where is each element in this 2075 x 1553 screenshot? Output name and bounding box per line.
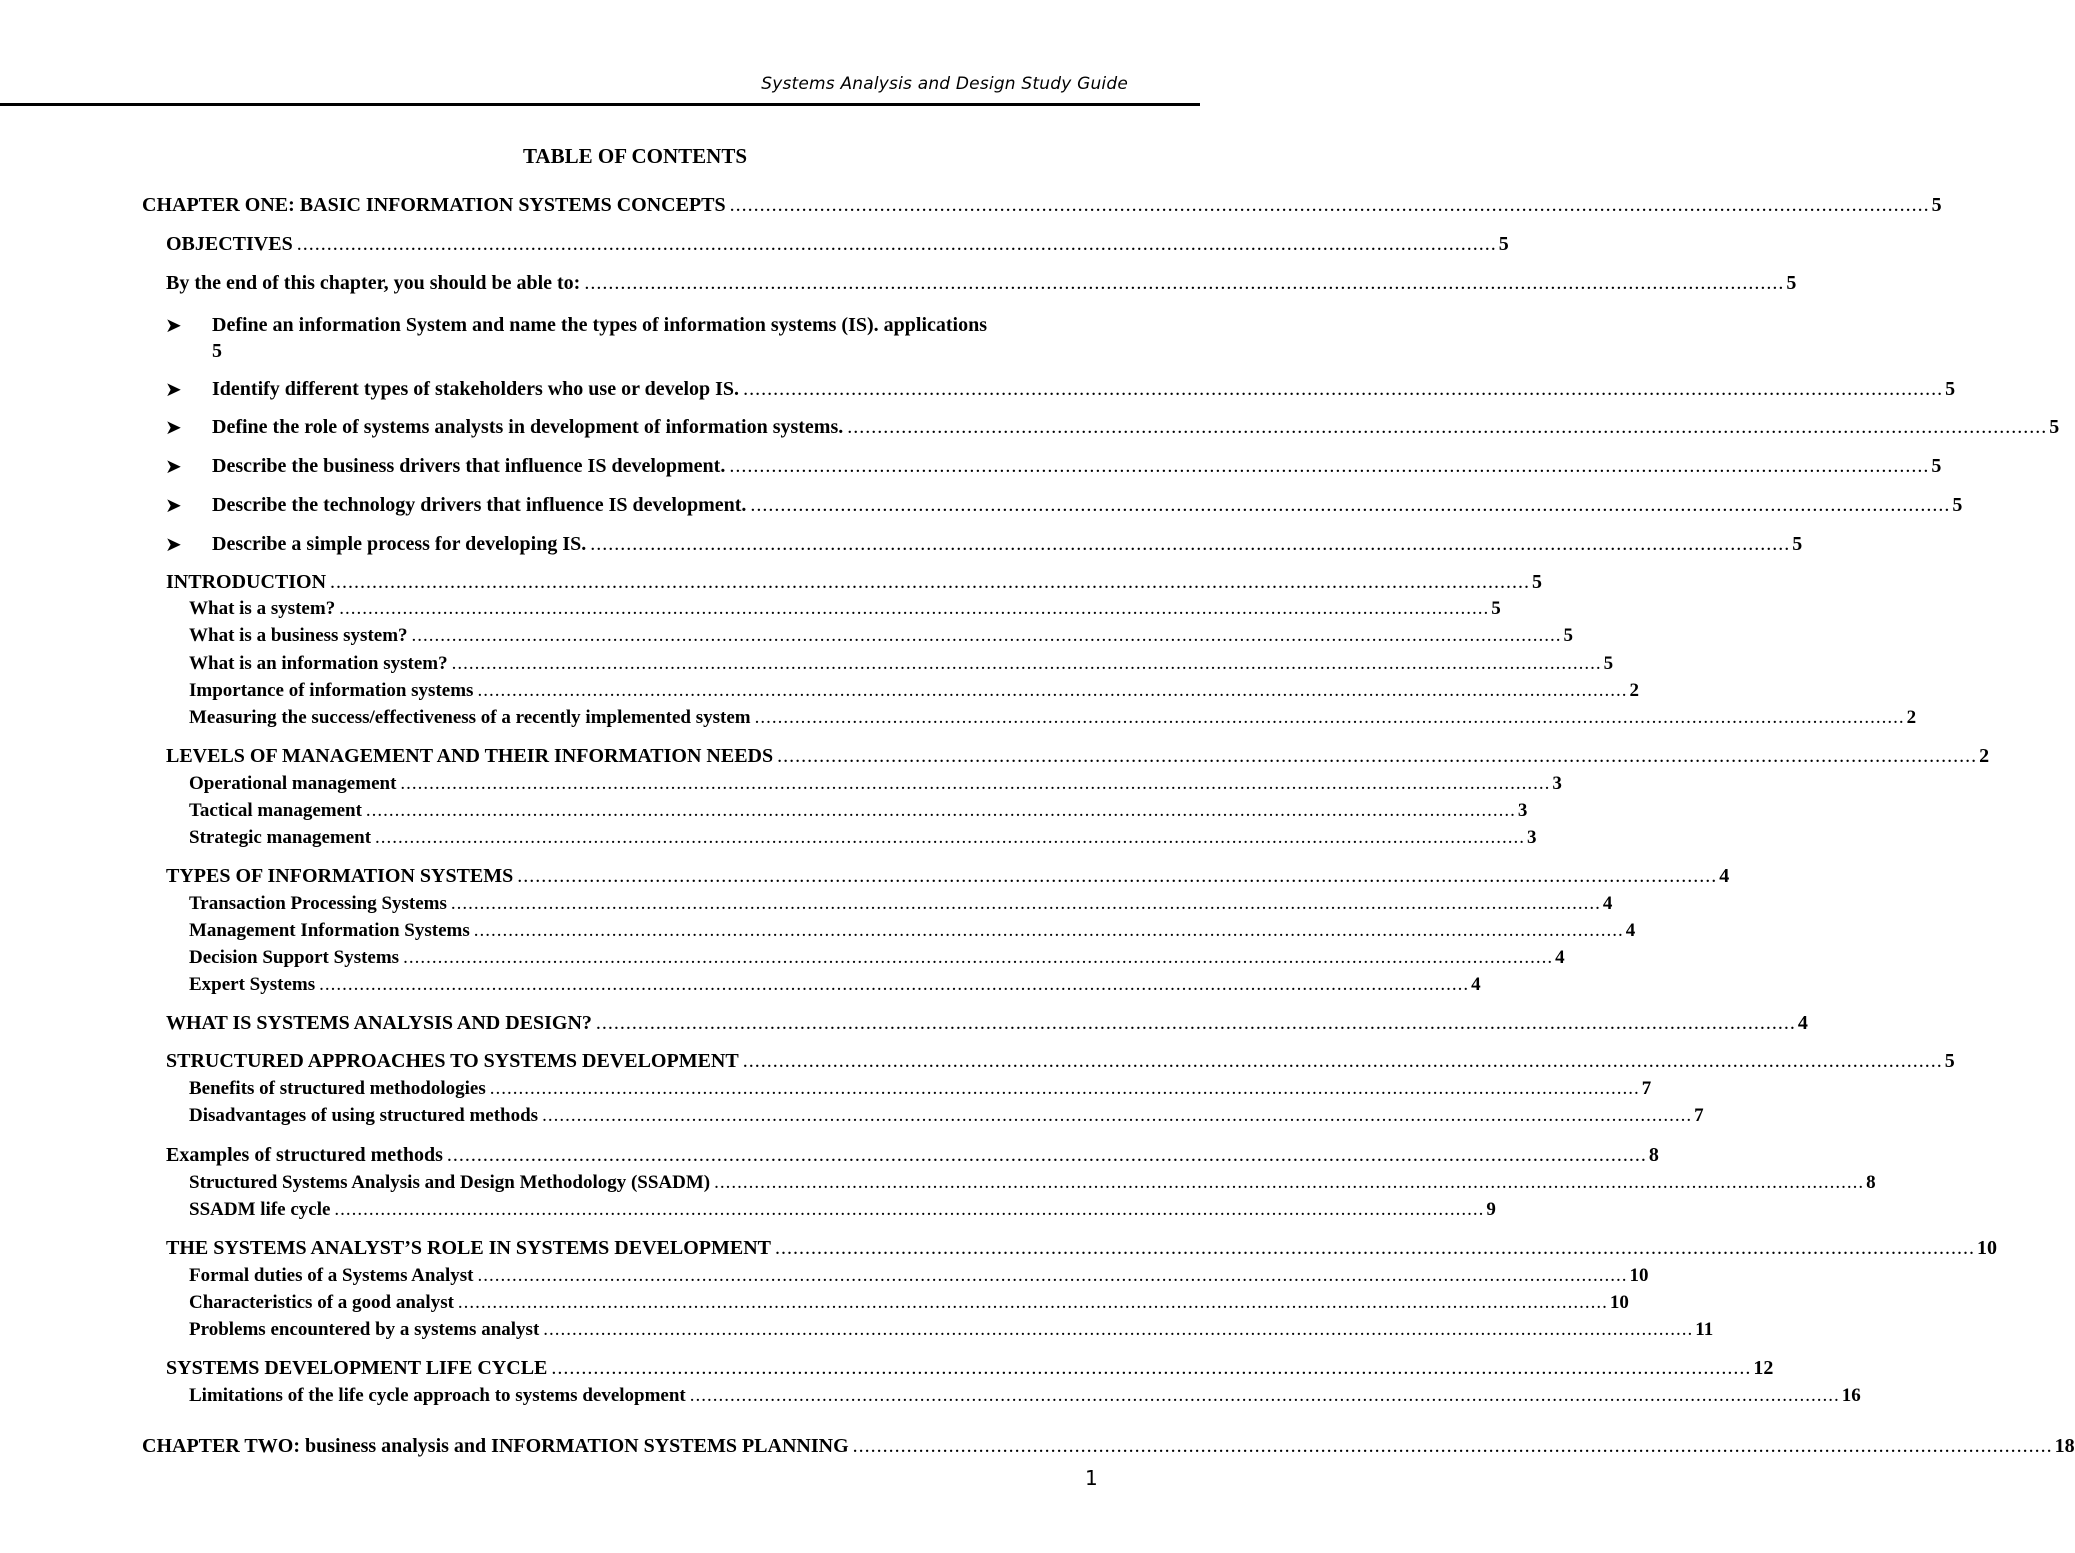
dot-leader: ........................................................................................................................................................................................................ — [365, 800, 1516, 821]
toc-entry-text: THE SYSTEMS ANALYST’S ROLE IN SYSTEMS DEVELOPMENT — [166, 1237, 771, 1259]
toc-entry-text: Identify different types of stakeholders who use or develop IS. — [212, 378, 740, 400]
toc-entry-text: Describe the business drivers that influence IS development. — [212, 455, 726, 477]
toc-entry-ssadm-life-cycle[interactable] — [189, 1199, 1496, 1221]
dot-leader: ........................................................................................................................................................................................................ — [743, 378, 1944, 400]
dot-leader: ........................................................................................................................................................................................................ — [595, 1012, 1796, 1034]
toc-entry-decision-support-systems[interactable] — [189, 947, 1565, 969]
toc-entry-text: Benefits of structured methodologies — [189, 1078, 486, 1099]
toc-entry-text: Examples of structured methods — [166, 1144, 443, 1166]
toc-entry-page: 4 — [1471, 974, 1481, 995]
toc-entry-page: 5 — [1944, 1050, 1955, 1072]
toc-entry-importance-of-information-systems[interactable] — [189, 680, 1639, 702]
toc-entry-page: 4 — [1797, 1012, 1808, 1034]
toc-entry-what-is-systems-analysis-and-design[interactable] — [166, 1012, 1808, 1034]
toc-entry-page: 5 — [1563, 625, 1574, 646]
toc-entry-levels-of-management-and-their-information-needs[interactable] — [166, 745, 1990, 767]
arrowhead-bullet-icon: ➤ — [165, 493, 182, 517]
toc-entry-page: 10 — [1976, 1237, 1997, 1259]
toc-entry-the-systems-analyst-s-role-in-systems-developmen[interactable] — [166, 1237, 1997, 1259]
dot-leader: ........................................................................................................................................................................................................ — [296, 233, 1497, 255]
toc-entry-page: 5 — [1786, 272, 1797, 294]
toc-entry-structured-approaches-to-systems-development[interactable] — [166, 1050, 1955, 1072]
toc-entry-page: 2 — [1629, 680, 1639, 701]
dot-leader: ........................................................................................................................................................................................................ — [543, 1319, 1694, 1340]
dot-leader: ........................................................................................................................................................................................................ — [411, 625, 1562, 646]
toc-entry-what-is-an-information-system[interactable] — [189, 653, 1614, 675]
toc-entry-text: Limitations of the life cycle approach to systems development — [189, 1385, 686, 1406]
toc-entry-page: 4 — [1625, 920, 1636, 941]
toc-entry-text: Operational management — [189, 773, 397, 794]
dot-leader: ........................................................................................................................................................................................................ — [330, 571, 1531, 593]
dot-leader: ........................................................................................................................................................................................................ — [334, 1199, 1485, 1220]
toc-entry-text: Characteristics of a good analyst — [189, 1292, 454, 1313]
toc-entry-page: 9 — [1486, 1199, 1496, 1220]
toc-entry-page: 5 — [1498, 233, 1509, 255]
dot-leader: ........................................................................................................................................................................................................ — [477, 680, 1628, 701]
dot-leader: ........................................................................................................................................................................................................ — [473, 920, 1624, 941]
toc-entry-measuring-the-success-effectiveness-of-a-recentl[interactable] — [189, 707, 1917, 729]
toc-entry-describe-a-simple-process-for-developing-is[interactable] — [165, 532, 1803, 556]
arrowhead-bullet-icon: ➤ — [165, 313, 182, 337]
dot-leader: ........................................................................................................................................................................................................ — [446, 1144, 1647, 1166]
toc-entry-tactical-management[interactable] — [189, 800, 1528, 822]
page-number: 1 — [1085, 1466, 1098, 1490]
dot-leader: ........................................................................................................................................................................................................ — [542, 1105, 1693, 1126]
toc-entry-types-of-information-systems[interactable] — [166, 865, 1730, 887]
dot-leader: ........................................................................................................................................................................................................ — [489, 1078, 1640, 1099]
toc-entry-text: CHAPTER TWO: business analysis and INFORMATION SYSTEMS PLANNING — [142, 1435, 849, 1457]
toc-entry-page: 5 — [2049, 416, 2060, 438]
toc-entry-introduction[interactable] — [166, 571, 1543, 593]
toc-entry-text: Expert Systems — [189, 974, 316, 995]
toc-entry-text: Transaction Processing Systems — [189, 893, 447, 914]
toc-entry-text: Strategic management — [189, 827, 372, 848]
arrowhead-bullet-icon: ➤ — [165, 454, 182, 478]
toc-entry-what-is-a-business-system[interactable] — [189, 625, 1574, 647]
toc-entry-page: 7 — [1694, 1105, 1704, 1126]
toc-entry-page: 18 — [2054, 1435, 2075, 1457]
toc-entry-text: Problems encountered by a systems analyst — [189, 1319, 540, 1340]
toc-entry-text: SYSTEMS DEVELOPMENT LIFE CYCLE — [166, 1357, 548, 1379]
toc-entry-page: 2 — [1979, 745, 1990, 767]
toc-entry-text: What is an information system? — [189, 653, 448, 674]
toc-entry-benefits-of-structured-methodologies[interactable] — [189, 1078, 1652, 1100]
toc-entry-transaction-processing-systems[interactable] — [189, 893, 1613, 915]
dot-leader: ........................................................................................................................................................................................................ — [754, 707, 1905, 728]
toc-title: TABLE OF CONTENTS — [522, 144, 748, 168]
toc-entry-text: Define the role of systems analysts in development of information systems. — [212, 416, 844, 438]
arrowhead-bullet-icon: ➤ — [165, 415, 182, 439]
toc-entry-describe-the-technology-drivers-that-influence-i[interactable] — [165, 493, 1963, 517]
toc-entry-page: 5 — [1931, 455, 1942, 477]
toc-entry-page: 5 — [1952, 494, 1963, 516]
toc-entry-chapter-two-business-analysis-and-information-sy[interactable] — [142, 1435, 2075, 1457]
toc-entry-text: Disadvantages of using structured methods — [189, 1105, 539, 1126]
dot-leader: ........................................................................................................................................................................................................ — [450, 893, 1601, 914]
toc-entry-page: 11 — [1695, 1319, 1714, 1340]
arrowhead-bullet-icon: ➤ — [165, 377, 182, 401]
dot-leader: ........................................................................................................................................................................................................ — [714, 1172, 1865, 1193]
toc-entry-text: WHAT IS SYSTEMS ANALYSIS AND DESIGN? — [166, 1012, 592, 1034]
toc-entry-examples-of-structured-methods[interactable] — [166, 1144, 1659, 1166]
toc-entry-page: 5 — [1945, 378, 1956, 400]
dot-leader: ........................................................................................................................................................................................................ — [742, 1050, 1943, 1072]
toc-entry-text: Define an information System and name the types of information systems (IS). applications — [212, 314, 987, 336]
toc-entry-identify-different-types-of-stakeholders-who-use[interactable] — [165, 377, 1956, 401]
toc-entry-disadvantages-of-using-structured-methods[interactable] — [189, 1105, 1704, 1127]
toc-entry-page: 4 — [1555, 947, 1565, 968]
toc-entry-text: By the end of this chapter, you should be able to: — [166, 272, 581, 294]
toc-entry-page: 5 — [1603, 653, 1614, 674]
toc-entry-text: Tactical management — [189, 800, 362, 821]
toc-entry-text: STRUCTURED APPROACHES TO SYSTEMS DEVELOPMENT — [166, 1050, 739, 1072]
toc-entry-text: Describe the technology drivers that influence IS development. — [212, 494, 747, 516]
toc-entry-text: Describe a simple process for developing IS. — [212, 533, 587, 555]
toc-entry-text: What is a system? — [189, 598, 336, 619]
toc-entry-problems-encountered-by-a-systems-analyst[interactable] — [189, 1319, 1714, 1341]
dot-leader: ........................................................................................................................................................................................................ — [777, 745, 1978, 767]
dot-leader: ........................................................................................................................................................................................................ — [451, 653, 1602, 674]
toc-entry-page: 8 — [1866, 1172, 1876, 1193]
toc-entry-formal-duties-of-a-systems-analyst[interactable] — [189, 1265, 1649, 1287]
toc-entry-define-the-role-of-systems-analysts-in-developme[interactable] — [165, 415, 2060, 439]
running-header: Systems Analysis and Design Study Guide — [761, 74, 1128, 94]
toc-entry-what-is-a-system[interactable] — [189, 598, 1501, 620]
toc-entry-chapter-one-basic-information-systems-concepts[interactable] — [142, 194, 1942, 216]
toc-entry-describe-the-business-drivers-that-influence-is-[interactable] — [165, 454, 1942, 478]
toc-entry-page: 5 — [1931, 194, 1942, 216]
dot-leader: ........................................................................................................................................................................................................ — [590, 533, 1791, 555]
toc-entry-page: 5 — [1792, 533, 1803, 555]
toc-entry-text: Structured Systems Analysis and Design Methodology (SSADM) — [189, 1172, 711, 1193]
dot-leader: ........................................................................................................................................................................................................ — [517, 865, 1718, 887]
toc-entry-define-an-information-system-and-name-the-types-[interactable] — [165, 312, 1129, 364]
dot-leader: ........................................................................................................................................................................................................ — [551, 1357, 1752, 1379]
toc-entry-text: What is a business system? — [189, 625, 408, 646]
dot-leader: ........................................................................................................................................................................................................ — [729, 194, 1930, 216]
toc-entry-text: Management Information Systems — [189, 920, 470, 941]
toc-entry-characteristics-of-a-good-analyst[interactable] — [189, 1292, 1629, 1314]
toc-entry-text: Decision Support Systems — [189, 947, 400, 968]
dot-leader: ........................................................................................................................................................................................................ — [477, 1265, 1628, 1286]
toc-entry-page: 12 — [1753, 1357, 1774, 1379]
toc-entry-text: Measuring the success/effectiveness of a recently implemented system — [189, 707, 751, 728]
dot-leader: ........................................................................................................................................................................................................ — [729, 455, 1930, 477]
toc-entry-objectives[interactable] — [166, 233, 1509, 255]
dot-leader: ........................................................................................................................................................................................................ — [457, 1292, 1608, 1313]
toc-entry-page: 4 — [1719, 865, 1730, 887]
dot-leader: ........................................................................................................................................................................................................ — [400, 773, 1551, 794]
dot-leader: ........................................................................................................................................................................................................ — [403, 947, 1554, 968]
toc-entry-systems-development-life-cycle[interactable] — [166, 1357, 1774, 1379]
dot-leader: ........................................................................................................................................................................................................ — [375, 827, 1526, 848]
toc-entry-text: CHAPTER ONE: BASIC INFORMATION SYSTEMS CONCEPTS — [142, 194, 726, 216]
toc-entry-page: 3 — [1527, 827, 1537, 848]
toc-entry-page: 7 — [1641, 1078, 1652, 1099]
toc-entry-text: SSADM life cycle — [189, 1199, 331, 1220]
toc-entry-page: 5 — [212, 340, 222, 362]
toc-entry-text: OBJECTIVES — [166, 233, 293, 255]
dot-leader: ........................................................................................................................................................................................................ — [339, 598, 1490, 619]
toc-entry-text: Importance of information systems — [189, 680, 474, 701]
toc-entry-page: 3 — [1517, 800, 1528, 821]
toc-entry-page: 5 — [1532, 571, 1543, 593]
arrowhead-bullet-icon: ➤ — [165, 532, 182, 556]
dot-leader: ........................................................................................................................................................................................................ — [750, 494, 1951, 516]
toc-entry-page: 4 — [1602, 893, 1613, 914]
toc-entry-page: 3 — [1552, 773, 1562, 794]
dot-leader: ........................................................................................................................................................................................................ — [774, 1237, 1975, 1259]
toc-entry-strategic-management[interactable] — [189, 827, 1537, 849]
dot-leader: ........................................................................................................................................................................................................ — [584, 272, 1785, 294]
toc-entry-page: 2 — [1906, 707, 1917, 728]
dot-leader: ........................................................................................................................................................................................................ — [852, 1435, 2053, 1457]
toc-entry-management-information-systems[interactable] — [189, 920, 1636, 942]
toc-entry-limitations-of-the-life-cycle-approach-to-system[interactable] — [189, 1385, 1861, 1407]
dot-leader: ........................................................................................................................................................................................................ — [847, 416, 2048, 438]
toc-entry-expert-systems[interactable] — [189, 974, 1481, 996]
dot-leader: ........................................................................................................................................................................................................ — [319, 974, 1470, 995]
dot-leader: ........................................................................................................................................................................................................ — [689, 1385, 1840, 1406]
toc-entry-page: 10 — [1609, 1292, 1629, 1313]
toc-entry-operational-management[interactable] — [189, 773, 1562, 795]
toc-entry-page: 10 — [1629, 1265, 1649, 1286]
toc-entry-page: 16 — [1841, 1385, 1861, 1406]
toc-entry-text: INTRODUCTION — [166, 571, 327, 593]
toc-entry-text: Formal duties of a Systems Analyst — [189, 1265, 474, 1286]
toc-entry-page: 8 — [1648, 1144, 1659, 1166]
toc-entry-text: LEVELS OF MANAGEMENT AND THEIR INFORMATION NEEDS — [166, 745, 774, 767]
toc-entry-by-the-end-of-this-chapter-you-should-be-able-to[interactable] — [166, 272, 1797, 294]
toc-entry-structured-systems-analysis-and-design-methodolo[interactable] — [189, 1172, 1876, 1194]
toc-entry-text: TYPES OF INFORMATION SYSTEMS — [166, 865, 514, 887]
toc-entry-page: 5 — [1491, 598, 1501, 619]
